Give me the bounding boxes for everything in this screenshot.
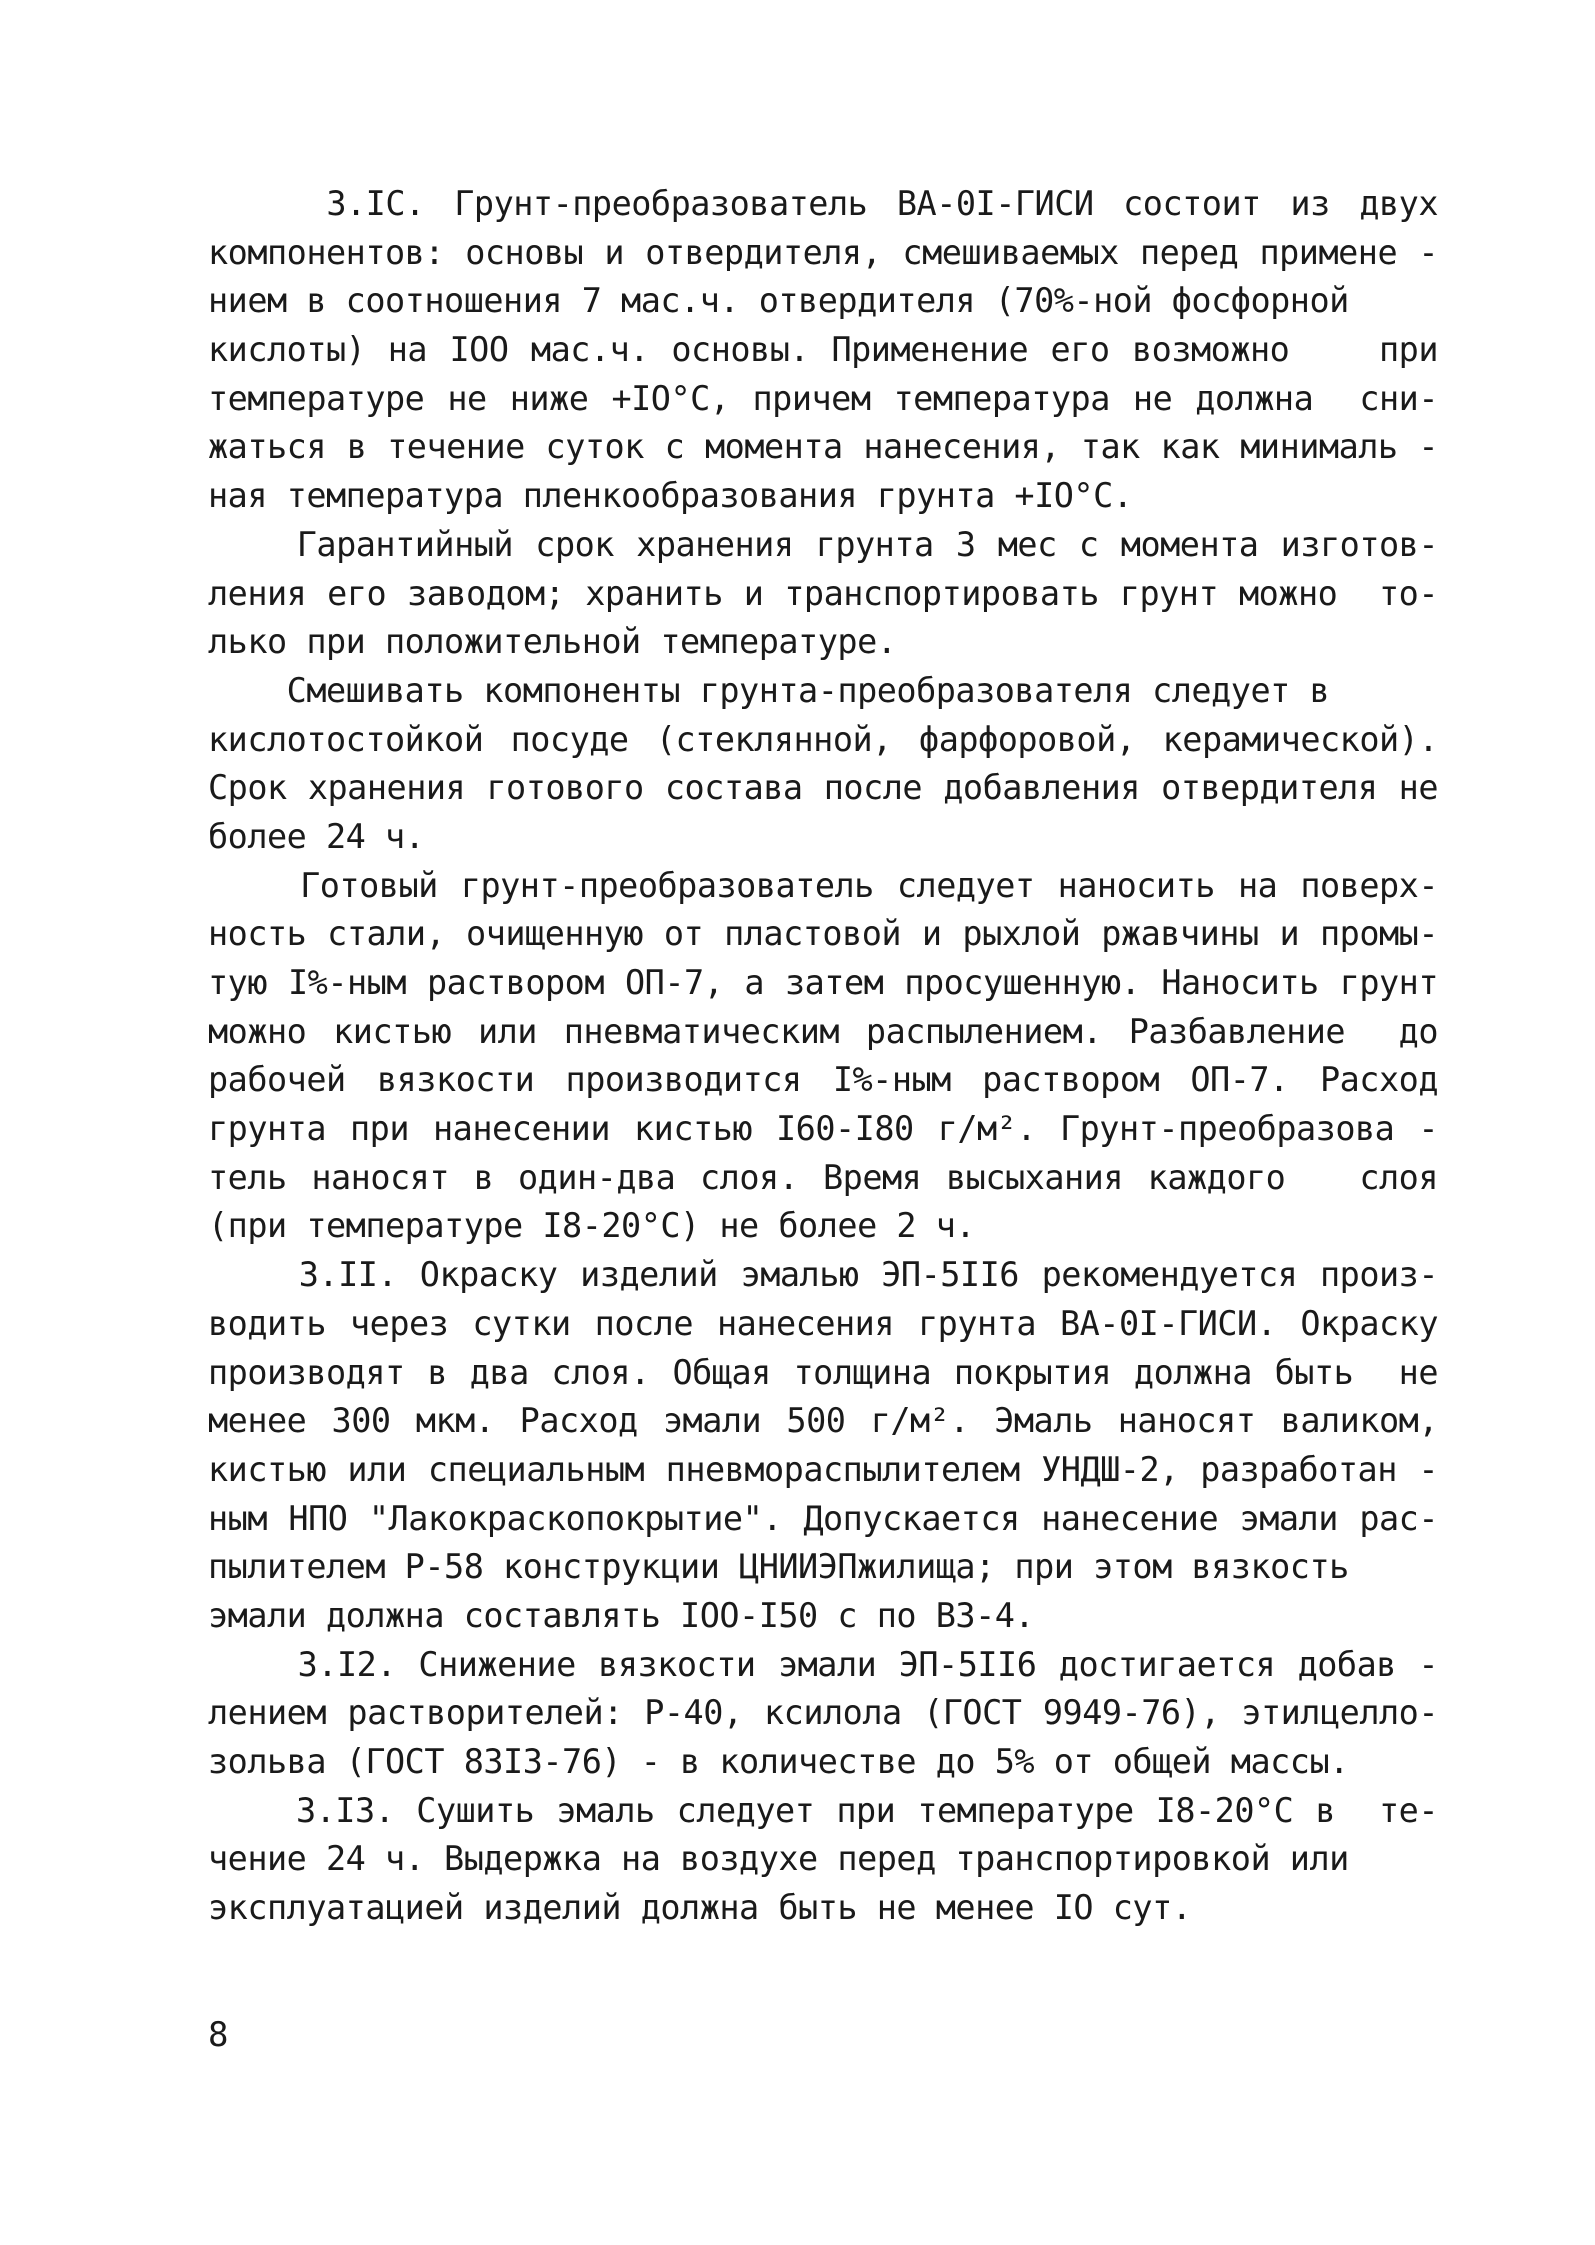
body-text	[208, 180, 1438, 1933]
text-line: нием в соотношения 7 мас.ч. отвердителя (70%-ной фосфорной	[208, 281, 1349, 321]
text-line: лько при положительной температуре.	[208, 622, 897, 662]
text-line: эмали должна составлять IОО-I50 с по ВЗ-4.	[208, 1595, 1035, 1635]
text-line: кистью или специальным пневмораспылителем УНДШ-2, разработан -	[208, 1449, 1438, 1489]
text-line: 3.I3. Сушить эмаль следует при температуре I8-20°С в те-	[208, 1790, 1438, 1830]
text-line: компонентов: основы и отвердителя, смешиваемых перед примене -	[208, 232, 1438, 272]
text-line: лением растворителей: Р-40, ксилола (ГОСТ 9949-76), этилцелло-	[208, 1693, 1438, 1733]
text-line: рабочей вязкости производится I%-ным раствором ОП-7. Расход	[208, 1060, 1438, 1100]
text-line: Смешивать компоненты грунта-преобразователя следует в	[208, 670, 1330, 710]
text-line: тую I%-ным раствором ОП-7, а затем просушенную. Наносить грунт	[208, 963, 1438, 1002]
text-line: можно кистью или пневматическим распылением. Разбавление до	[208, 1011, 1438, 1051]
text-line: ная температура пленкообразования грунта +IО°С.	[208, 476, 1133, 516]
text-line: эксплуатацией изделий должна быть не менее IО сут.	[208, 1888, 1192, 1928]
text-line: грунта при нанесении кистью I60-I80 г/м². Грунт-преобразова -	[208, 1109, 1438, 1149]
text-line: кислотостойкой посуде (стеклянной, фарфоровой, керамической).	[208, 719, 1438, 759]
text-line: водить через сутки после нанесения грунта ВА-0I-ГИСИ. Окраску	[208, 1303, 1438, 1343]
text-line: чение 24 ч. Выдержка на воздухе перед транспортировкой или	[208, 1839, 1349, 1879]
text-line: зольва (ГОСТ 83I3-76) - в количестве до 5% от общей массы.	[208, 1742, 1349, 1781]
text-line: 3.I2. Снижение вязкости эмали ЭП-5II6 достигается добав -	[208, 1644, 1438, 1684]
text-line: (при температуре I8-20°С) не более 2 ч.	[208, 1206, 976, 1246]
text-line: ления его заводом; хранить и транспортировать грунт можно то-	[208, 573, 1438, 613]
text-line: 3.IС. Грунт-преобразователь ВА-0I-ГИСИ состоит из двух	[208, 184, 1438, 223]
text-line: жаться в течение суток с момента нанесения, так как минималь -	[208, 427, 1438, 467]
text-line: производят в два слоя. Общая толщина покрытия должна быть не	[208, 1352, 1438, 1392]
text-line: менее 300 мкм. Расход эмали 500 г/м². Эмаль наносят валиком,	[208, 1401, 1438, 1441]
text-line: ным НПО "Лакокраскопокрытие". Допускается нанесение эмали рас-	[208, 1498, 1438, 1538]
text-line: температуре не ниже +IО°С, причем температура не должна сни-	[208, 378, 1438, 418]
text-line: 3.II. Окраску изделий эмалью ЭП-5II6 рекомендуется произ-	[208, 1255, 1438, 1295]
text-line: Срок хранения готового состава после добавления отвердителя не	[208, 768, 1438, 808]
text-line: более 24 ч.	[208, 816, 425, 856]
text-line: пылителем Р-58 конструкции ЦНИИЭПжилища; при этом вязкость	[208, 1547, 1349, 1587]
text-line: кислоты) на IОО мас.ч. основы. Применение его возможно при	[208, 330, 1438, 370]
text-line: Гарантийный срок хранения грунта 3 мес с момента изготов-	[208, 524, 1438, 564]
text-line: тель наносят в один-два слоя. Время высыхания каждого слоя	[208, 1157, 1438, 1197]
page-number: 8	[208, 2015, 229, 2055]
text-line: Готовый грунт-преобразователь следует наносить на поверх-	[208, 865, 1438, 905]
text-line: ность стали, очищенную от пластовой и рыхлой ржавчины и промы-	[208, 914, 1438, 954]
